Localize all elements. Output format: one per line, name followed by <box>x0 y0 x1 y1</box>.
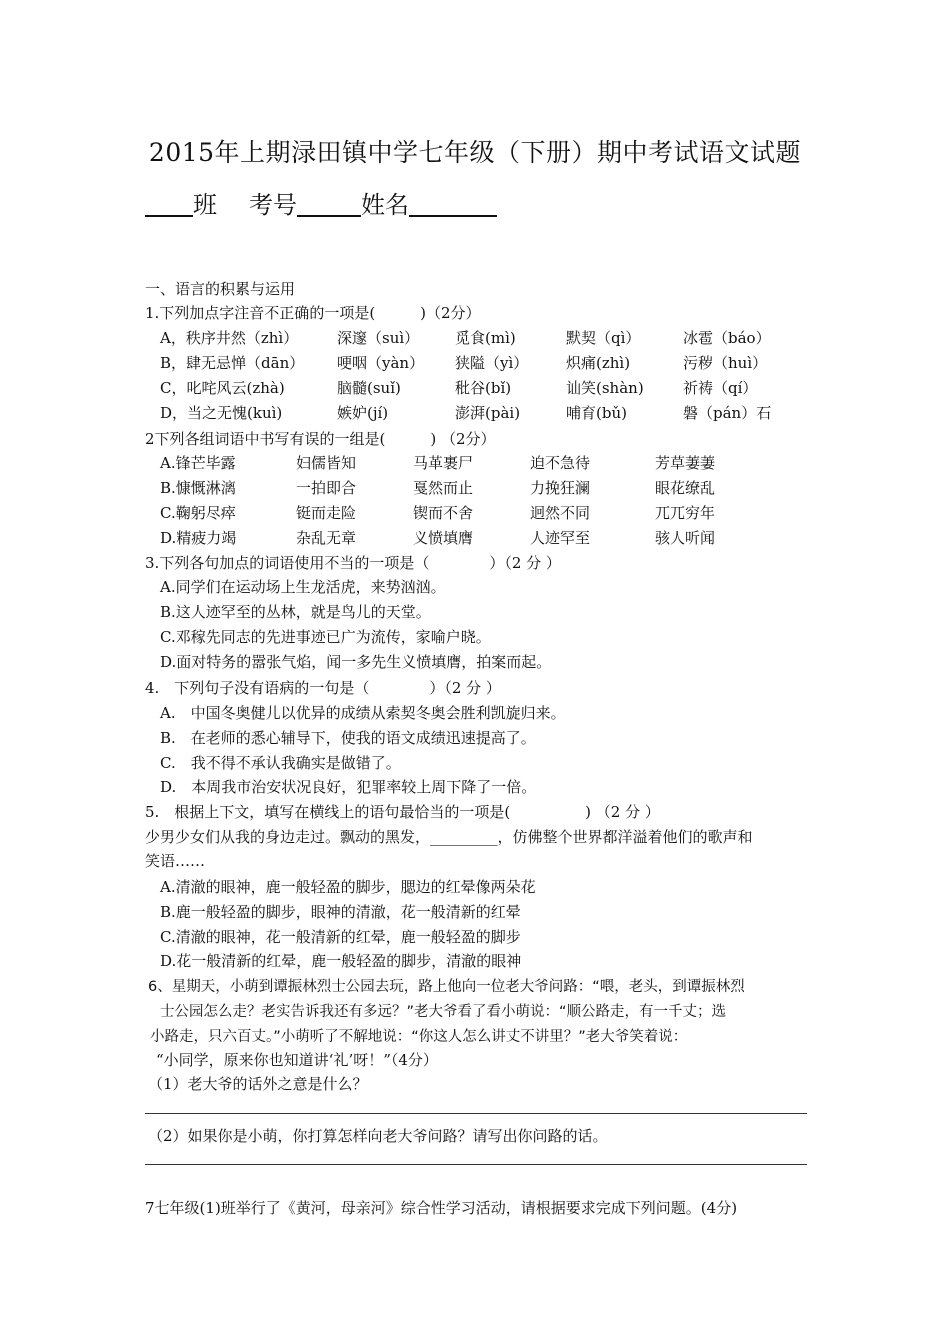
q2-option-cell: C.鞠躬尽瘁 <box>160 504 236 522</box>
q2-option-cell: 迫不急待 <box>530 454 591 472</box>
q2-option-cell: 杂乱无章 <box>296 529 357 547</box>
q1-option-cell: A，秩序井然（zhì） <box>160 329 299 347</box>
q6-answer-line-2[interactable] <box>145 1164 807 1165</box>
q1-option-cell: 磐（pán）石 <box>683 404 772 422</box>
q2-option-cell: 眼花缭乱 <box>655 479 716 497</box>
q6-line-2: 士公园怎么走？老实告诉我还有多远？”老大爷看了看小萌说：“顺公路走，有一千丈；选 <box>160 1004 727 1020</box>
q2-option-cell: 兀兀穷年 <box>655 504 716 522</box>
q2-option-cell: 人迹罕至 <box>530 529 591 547</box>
q1-option-cell: 狭隘（yì） <box>455 354 529 372</box>
q1-option-cell: 默契（qì） <box>566 329 641 347</box>
q2-option-cell: 铤而走险 <box>296 504 357 522</box>
q2-option-cell: 锲而不舍 <box>413 504 474 522</box>
q1-option-cell: 深邃（suì） <box>337 329 420 347</box>
q1-option-cell: 哽咽（yàn） <box>337 354 425 372</box>
q4-option-d: D. 本周我市治安状况良好，犯罪率较上周下降了一倍。 <box>160 778 537 796</box>
q2-stem: 2下列各组词语中书写有误的一组是( ) （2分） <box>145 430 496 448</box>
q2-option-cell: 妇儒皆知 <box>296 454 357 472</box>
q6-answer-line-1[interactable] <box>145 1113 807 1114</box>
class-label: 班 <box>193 191 217 219</box>
q1-option-cell: 澎湃(pài) <box>455 404 521 422</box>
q2-option-cell: 骇人听闻 <box>655 529 716 547</box>
q1-option-cell: D，当之无愧(kuì) <box>160 404 283 422</box>
q1-option-cell: 讪笑(shàn) <box>566 379 644 397</box>
q3-stem: 3.下列各句加点的词语使用不当的一项是（ ）（2 分 ） <box>145 554 561 572</box>
q2-option-cell: 芳草萋萋 <box>655 454 716 472</box>
section-heading: 一、语言的积累与运用 <box>145 280 296 298</box>
q1-option-cell: B，肆无忌惮（dān） <box>160 354 305 372</box>
name-blank[interactable] <box>409 191 497 217</box>
q2-option-cell: 力挽狂澜 <box>530 479 591 497</box>
q2-option-cell: B.慷慨淋漓 <box>160 479 236 497</box>
q1-option-cell: 哺育(bǔ) <box>566 404 627 422</box>
q2-option-cell: 一拍即合 <box>296 479 357 497</box>
q4-option-a: A. 中国冬奥健儿以优异的成绩从索契冬奥会胜利凯旋归来。 <box>160 704 566 722</box>
q1-option-cell: 嫉妒(jí) <box>337 404 389 422</box>
q1-option-cell: 脑髓(suǐ) <box>337 379 401 397</box>
exam-no-label: 考号 <box>249 191 297 219</box>
student-info-line <box>145 185 497 220</box>
q1-stem: 1.下列加点字注音不正确的一项是( )（2分） <box>145 304 481 322</box>
exam-no-blank[interactable] <box>297 191 361 217</box>
q5-stem: 5. 根据上下文，填写在横线上的语句最恰当的一项是( ) （2 分 ） <box>145 803 660 821</box>
q4-option-b: B. 在老师的悉心辅导下，使我的语文成绩迅速提高了。 <box>160 729 536 747</box>
q3-option-d: D.面对特务的嚣张气焰，闻一多先生义愤填膺，拍案而起。 <box>160 653 552 671</box>
q2-option-cell: 迥然不同 <box>530 504 591 522</box>
q5-option-a: A.清澈的眼神，鹿一般轻盈的脚步，腮边的红晕像两朵花 <box>160 878 536 896</box>
q7-stem: 7七年级(1)班举行了《黄河，母亲河》综合性学习活动，请根据要求完成下列问题。(4分) <box>145 1199 738 1217</box>
q6-sub-2: （2）如果你是小萌，你打算怎样向老大爷问路？请写出你问路的话。 <box>148 1127 608 1145</box>
q6-sub-1: （1）老大爷的话外之意是什么？ <box>148 1075 368 1093</box>
q2-option-cell: A.锋芒毕露 <box>160 454 236 472</box>
q5-option-b: B.鹿一般轻盈的脚步，眼神的清澈，花一般清新的红晕 <box>160 903 521 921</box>
q5-option-d: D.花一般清新的红晕，鹿一般轻盈的脚步，清澈的眼神 <box>160 952 522 970</box>
q5-option-c: C.清澈的眼神，花一般清新的红晕，鹿一般轻盈的脚步 <box>160 928 521 946</box>
q1-option-cell: 秕谷(bǐ) <box>455 379 512 397</box>
q6-line-4: “小同学，原来你也知道讲‘礼’呀！”（4分） <box>156 1051 438 1069</box>
q1-option-cell: 觅食(mì) <box>455 329 516 347</box>
q1-option-cell: C，叱咤风云(zhà) <box>160 379 285 397</box>
q2-option-cell: D.精疲力竭 <box>160 529 237 547</box>
q2-option-cell: 马革裹尸 <box>413 454 474 472</box>
q6-line-3: 小路走，只六百丈。”小萌听了不解地说：“你这人怎么讲丈不讲里？”老大爷笑着说： <box>150 1029 688 1045</box>
q1-option-cell: 炽痛(zhì) <box>566 354 631 372</box>
q4-option-c: C. 我不得不承认我确实是做错了。 <box>160 754 401 772</box>
page-title: 2015年上期渌田镇中学七年级（下册）期中考试语文试题 <box>148 138 802 167</box>
q3-option-c: C.邓稼先同志的先进事迹已广为流传，家喻户晓。 <box>160 628 491 646</box>
q1-option-cell: 祈祷（qí） <box>683 379 758 397</box>
q4-stem: 4. 下列句子没有语病的一句是（ ）（2 分 ） <box>145 679 501 697</box>
q5-passage-line-2: 笑语…… <box>145 852 206 870</box>
q3-option-a: A.同学们在运动场上生龙活虎，来势汹汹。 <box>160 578 446 596</box>
class-blank[interactable] <box>145 191 193 217</box>
q2-option-cell: 戛然而止 <box>413 479 474 497</box>
q2-option-cell: 义愤填膺 <box>413 529 474 547</box>
q6-line-1: 6、星期天，小萌到谭振林烈士公园去玩，路上他向一位老大爷问路：“喂，老头，到谭振林烈 <box>148 979 745 995</box>
q5-passage-line-1: 少男少女们从我的身边走过。飘动的黑发，_________，仿佛整个世界都洋溢着他们的歌声和 <box>145 828 753 846</box>
q1-option-cell: 冰雹（báo） <box>683 329 771 347</box>
name-label: 姓名 <box>361 191 409 219</box>
q3-option-b: B.这人迹罕至的丛林，就是鸟儿的天堂。 <box>160 603 431 621</box>
q1-option-cell: 污秽（huì） <box>683 354 768 372</box>
